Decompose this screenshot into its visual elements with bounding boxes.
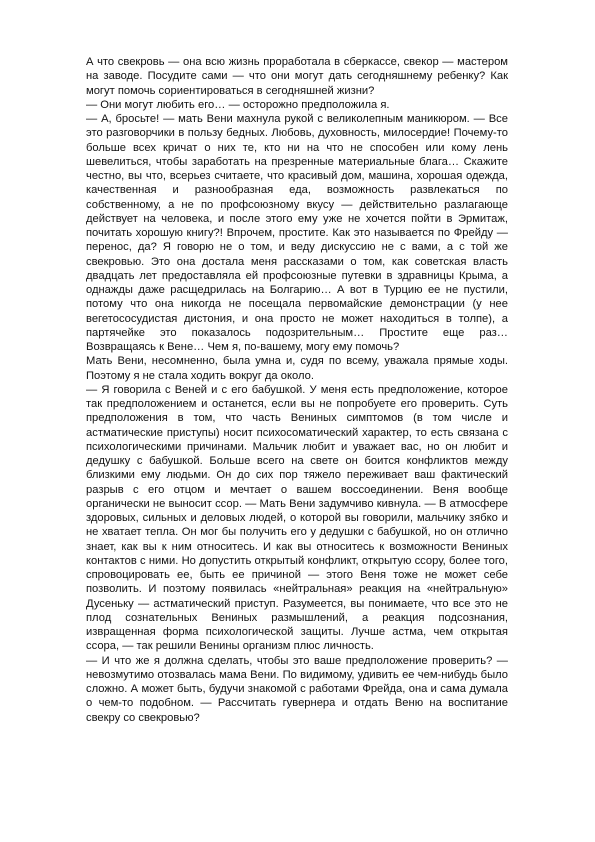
paragraph-2: — Они могут любить его… — осторожно предположила я. [86,98,390,111]
paragraph-5: — Я говорила с Веней и с его бабушкой. У меня есть предположение, которое так предположением и останется, если вы не попробуете его проверить. Суть предположения в том, что часть Вениных симптомов (в том числе и астматические приступы) носит психосоматический характер, то есть связана с психологическими причинами. Мальчик любит и уважает вас, но он любит и дедушку с бабушкой. Больше всего на свете он боится конфликтов между близкими ему людьми. Он до сих пор тяжело переживает ваш фактический разрыв с его отцом и мечтает о вашем воссоединении. Веня вообще органически не выносит ссор. — Мать Вени задумчиво кивнула. — В атмосфере здоровых, сильных и деловых людей, о которой вы говорили, мальчику зябко и не хватает тепла. Он мог бы получить его у дедушки с бабушкой, но он отлично знает, как вы к ним относитесь. И как вы относитесь к возможности Вениных контактов с ними. Но допустить открытый конфликт, открытую ссору, более того, спровоцировать ее, быть ее причиной — этого Веня тоже не может себе позволить. И поэтому появилась «нейтральная» реакция на «нейтральную» Дусеньку — астматический приступ. Разумеется, вы понимаете, что все это не плод сознательных Вениных размышлений, а реакция подсознания, извращенная форма психологической защиты. Лучше астма, чем открытая ссора, — так решили Венины организм плюс личность. [86,383,508,653]
document-page [86,55,508,725]
paragraph-6: — И что же я должна сделать, чтобы это ваше предположение проверить? — невозмутимо отозвалась мама Вени. По видимому, удивить ее чем-нибудь было сложно. А может быть, будучи знакомой с работами Фрейда, она и сама думала о чем-то подобном. — Рассчитать гувернера и отдать Веню на воспитание свекру со свекровью? [86,654,508,724]
paragraph-3: — А, бросьте! — мать Вени махнула рукой с великолепным маникюром. — Все это разговорчики в пользу бедных. Любовь, духовность, милосердие! Почему-то больше всех кричат о них те, кто ни на что не способен или кому лень шевелиться, чтобы заработать на презренные материальные блага… Скажите честно, вы что, всерьез считаете, что красивый дом, машина, хорошая одежда, качественная и разнообразная еда, возможность развлекаться по собственному, а не по профсоюзному вкусу — действительно разлагающе действует на человека, и после этого ему уже не хочется пойти в Эрмитаж, почитать хорошую книгу?! Впрочем, простите. Как это называется по Фрейду — перенос, да? Я говорю не о том, и веду дискуссию не с вами, а с той же свекровью. Это она достала меня рассказами о том, как советская власть двадцать лет предоставляла ей профсоюзные путевки в здравницы Крыма, а однажды даже расщедрилась на Болгарию… А вот в Турцию ее не пустили, потому что она никогда не посещала первомайские демонстрации (у нее вегетососудистая дистония, и она просто не может находиться в толпе), а партячейке это показалось подозрительным… Простите еще раз… Возвращаясь к Вене… Чем я, по-вашему, могу ему помочь? [86,113,508,353]
paragraph-4: Мать Вени, несомненно, была умна и, судя по всему, уважала прямые ходы. Поэтому я не стала ходить вокруг да около. [86,355,508,382]
paragraph-1: А что свекровь — она всю жизнь проработала в сберкассе, свекор — мастером на заводе. Посудите сами — что они могут дать сегодняшнему ребенку? Как могут помочь сориентироваться в сегодняшней жизни? [86,56,508,97]
